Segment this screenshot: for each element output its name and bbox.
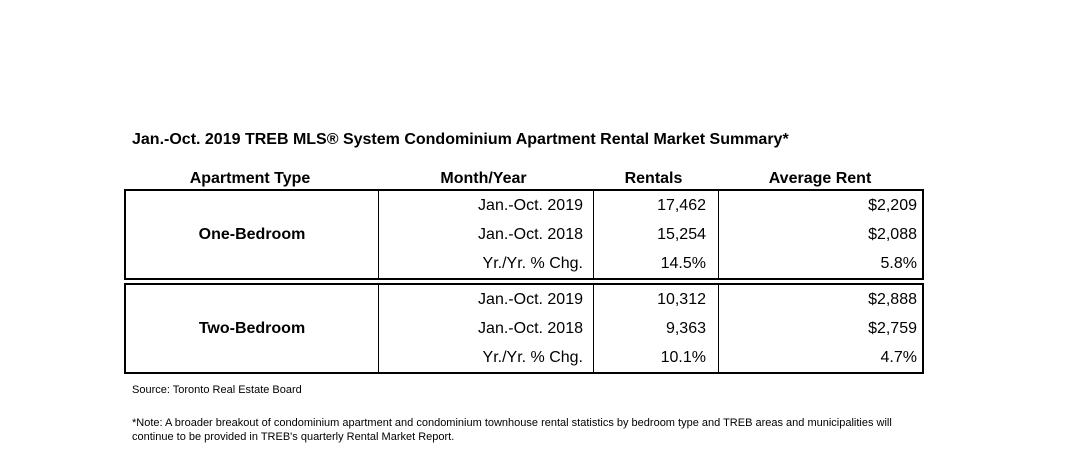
period-cell: Jan.-Oct. 2018 [478,226,583,243]
rentals-cell: 9,363 [665,320,706,337]
footnote: *Note: A broader breakout of condominium apartment and condominium townhouse rental statistics by bedroom type and TREB areas and municipalities will continue to be provided in TREB's quarterly Rental Market Report. [132,417,892,443]
apartment-type-cell: One-Bedroom [198,225,306,243]
table-title: Jan.-Oct. 2019 TREB MLS® System Condominium Apartment Rental Market Summary* [132,131,789,148]
header-apartment-type: Apartment Type [189,170,311,187]
average-rent-cell: $2,759 [868,320,917,337]
average-rent-cell: $2,209 [868,197,917,214]
period-cell: Yr./Yr. % Chg. [482,349,583,366]
table-row [378,191,922,220]
table-row [378,249,922,278]
table-row [378,285,922,314]
rentals-cell: 15,254 [657,226,706,243]
header-rentals: Rentals [624,170,683,187]
rentals-cell: 10,312 [657,291,706,308]
apartment-type-cell: Two-Bedroom [198,319,306,337]
table-group-two-bedroom [124,283,924,374]
header-average-rent: Average Rent [768,170,872,187]
average-rent-cell: 4.7% [880,349,917,366]
rentals-cell: 17,462 [657,197,706,214]
header-month-year: Month/Year [440,170,527,187]
rentals-cell: 14.5% [660,255,706,272]
period-cell: Jan.-Oct. 2019 [478,291,583,308]
period-cell: Yr./Yr. % Chg. [482,255,583,272]
average-rent-cell: $2,888 [868,291,917,308]
average-rent-cell: $2,088 [868,226,917,243]
table-group-one-bedroom [124,189,924,280]
table-row [378,220,922,249]
source-note: Source: Toronto Real Estate Board [132,384,302,396]
table-row [378,314,922,343]
period-cell: Jan.-Oct. 2018 [478,320,583,337]
period-cell: Jan.-Oct. 2019 [478,197,583,214]
table-row [378,343,922,372]
table-header-row [124,170,924,190]
average-rent-cell: 5.8% [880,255,917,272]
rentals-cell: 10.1% [660,349,706,366]
